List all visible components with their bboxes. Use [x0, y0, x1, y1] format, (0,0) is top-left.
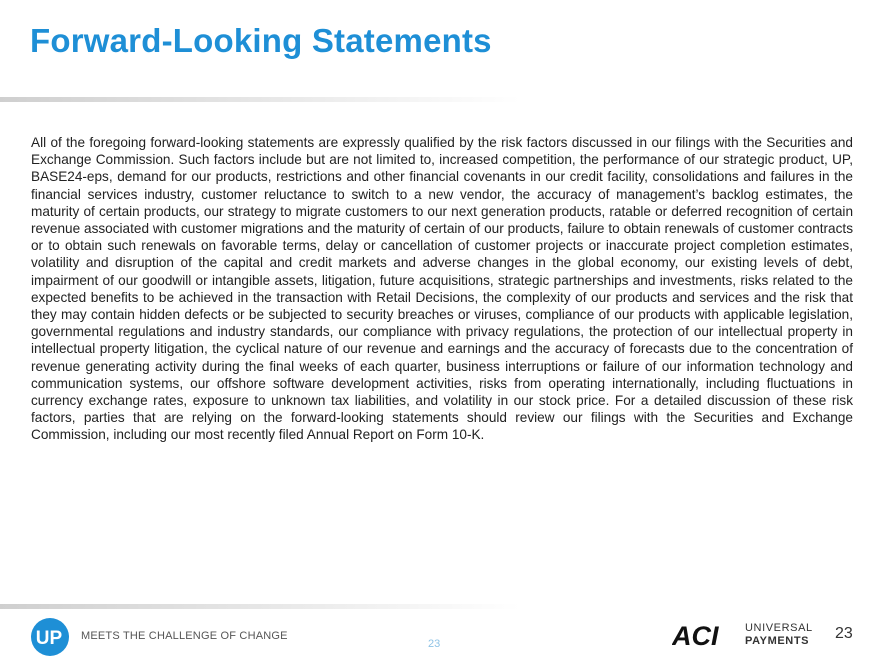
page-number-center: 23 [428, 638, 441, 650]
universal-payments-wordmark [745, 622, 813, 648]
brand-line-universal: UNIVERSAL [745, 622, 813, 634]
footer-tagline: MEETS THE CHALLENGE OF CHANGE [81, 630, 288, 642]
aci-logo-icon [672, 622, 734, 648]
brand-line-payments: PAYMENTS [745, 635, 810, 647]
aci-logo-text: ACI [672, 622, 719, 648]
page-number: 23 [835, 625, 853, 642]
up-logo-text: UP [35, 628, 63, 649]
title-divider [0, 97, 520, 102]
footer-divider [0, 604, 520, 609]
slide-title: Forward-Looking Statements [30, 22, 492, 59]
up-logo-icon [30, 617, 70, 657]
forward-looking-statement-body: All of the foregoing forward-looking statements are expressly qualified by the risk factors discussed in our filings with the Securities and Exchange Commission. Such factors include but are not limited to, increased competition, the performance of our strategic product, UP, BASE24-eps, demand for our products, restrictions and other financial covenants in our credit facility, consolidations and failures in the financial services industry, customer reluctance to switch to a new vendor, the accuracy of management’s backlog estimates, the maturity of certain products, our strategy to migrate customers to our next generation products, ratable or deferred recognition of certain revenue associated with customer migrations and the maturity of certain of our products, failure to obtain renewals of customer contracts or to obtain such renewals on favorable terms, delay or cancellation of customer projects or inaccurate project completion estimates, volatility and disruption of the capital and credit markets and adverse changes in the global economy, our existing levels of debt, impairment of our goodwill or intangible assets, litigation, future acquisitions, strategic partnerships and investments, risks related to the expected benefits to be achieved in the transaction with Retail Decisions, the complexity of our products and services and the risk that they may contain hidden defects or be subjected to security breaches or viruses, compliance of our products with applicable legislation, governmental regulations and industry standards, our compliance with privacy regulations, the protection of our intellectual property in intellectual property litigation, the cyclical nature of our revenue and earnings and the accuracy of forecasts due to the concentration of revenue generating activity during the final weeks of each quarter, business interruptions or failure of our information technology and communication systems, our offshore software development activities, risks from operating internationally, including fluctuations in currency exchange rates, exposure to unknown tax liabilities, and volatility in our stock price. For a detailed discussion of these risk factors, parties that are relying on the forward-looking statements should review our filings with the Securities and Exchange Commission, including our most recently filed Annual Report on Form 10-K. [31, 135, 853, 443]
